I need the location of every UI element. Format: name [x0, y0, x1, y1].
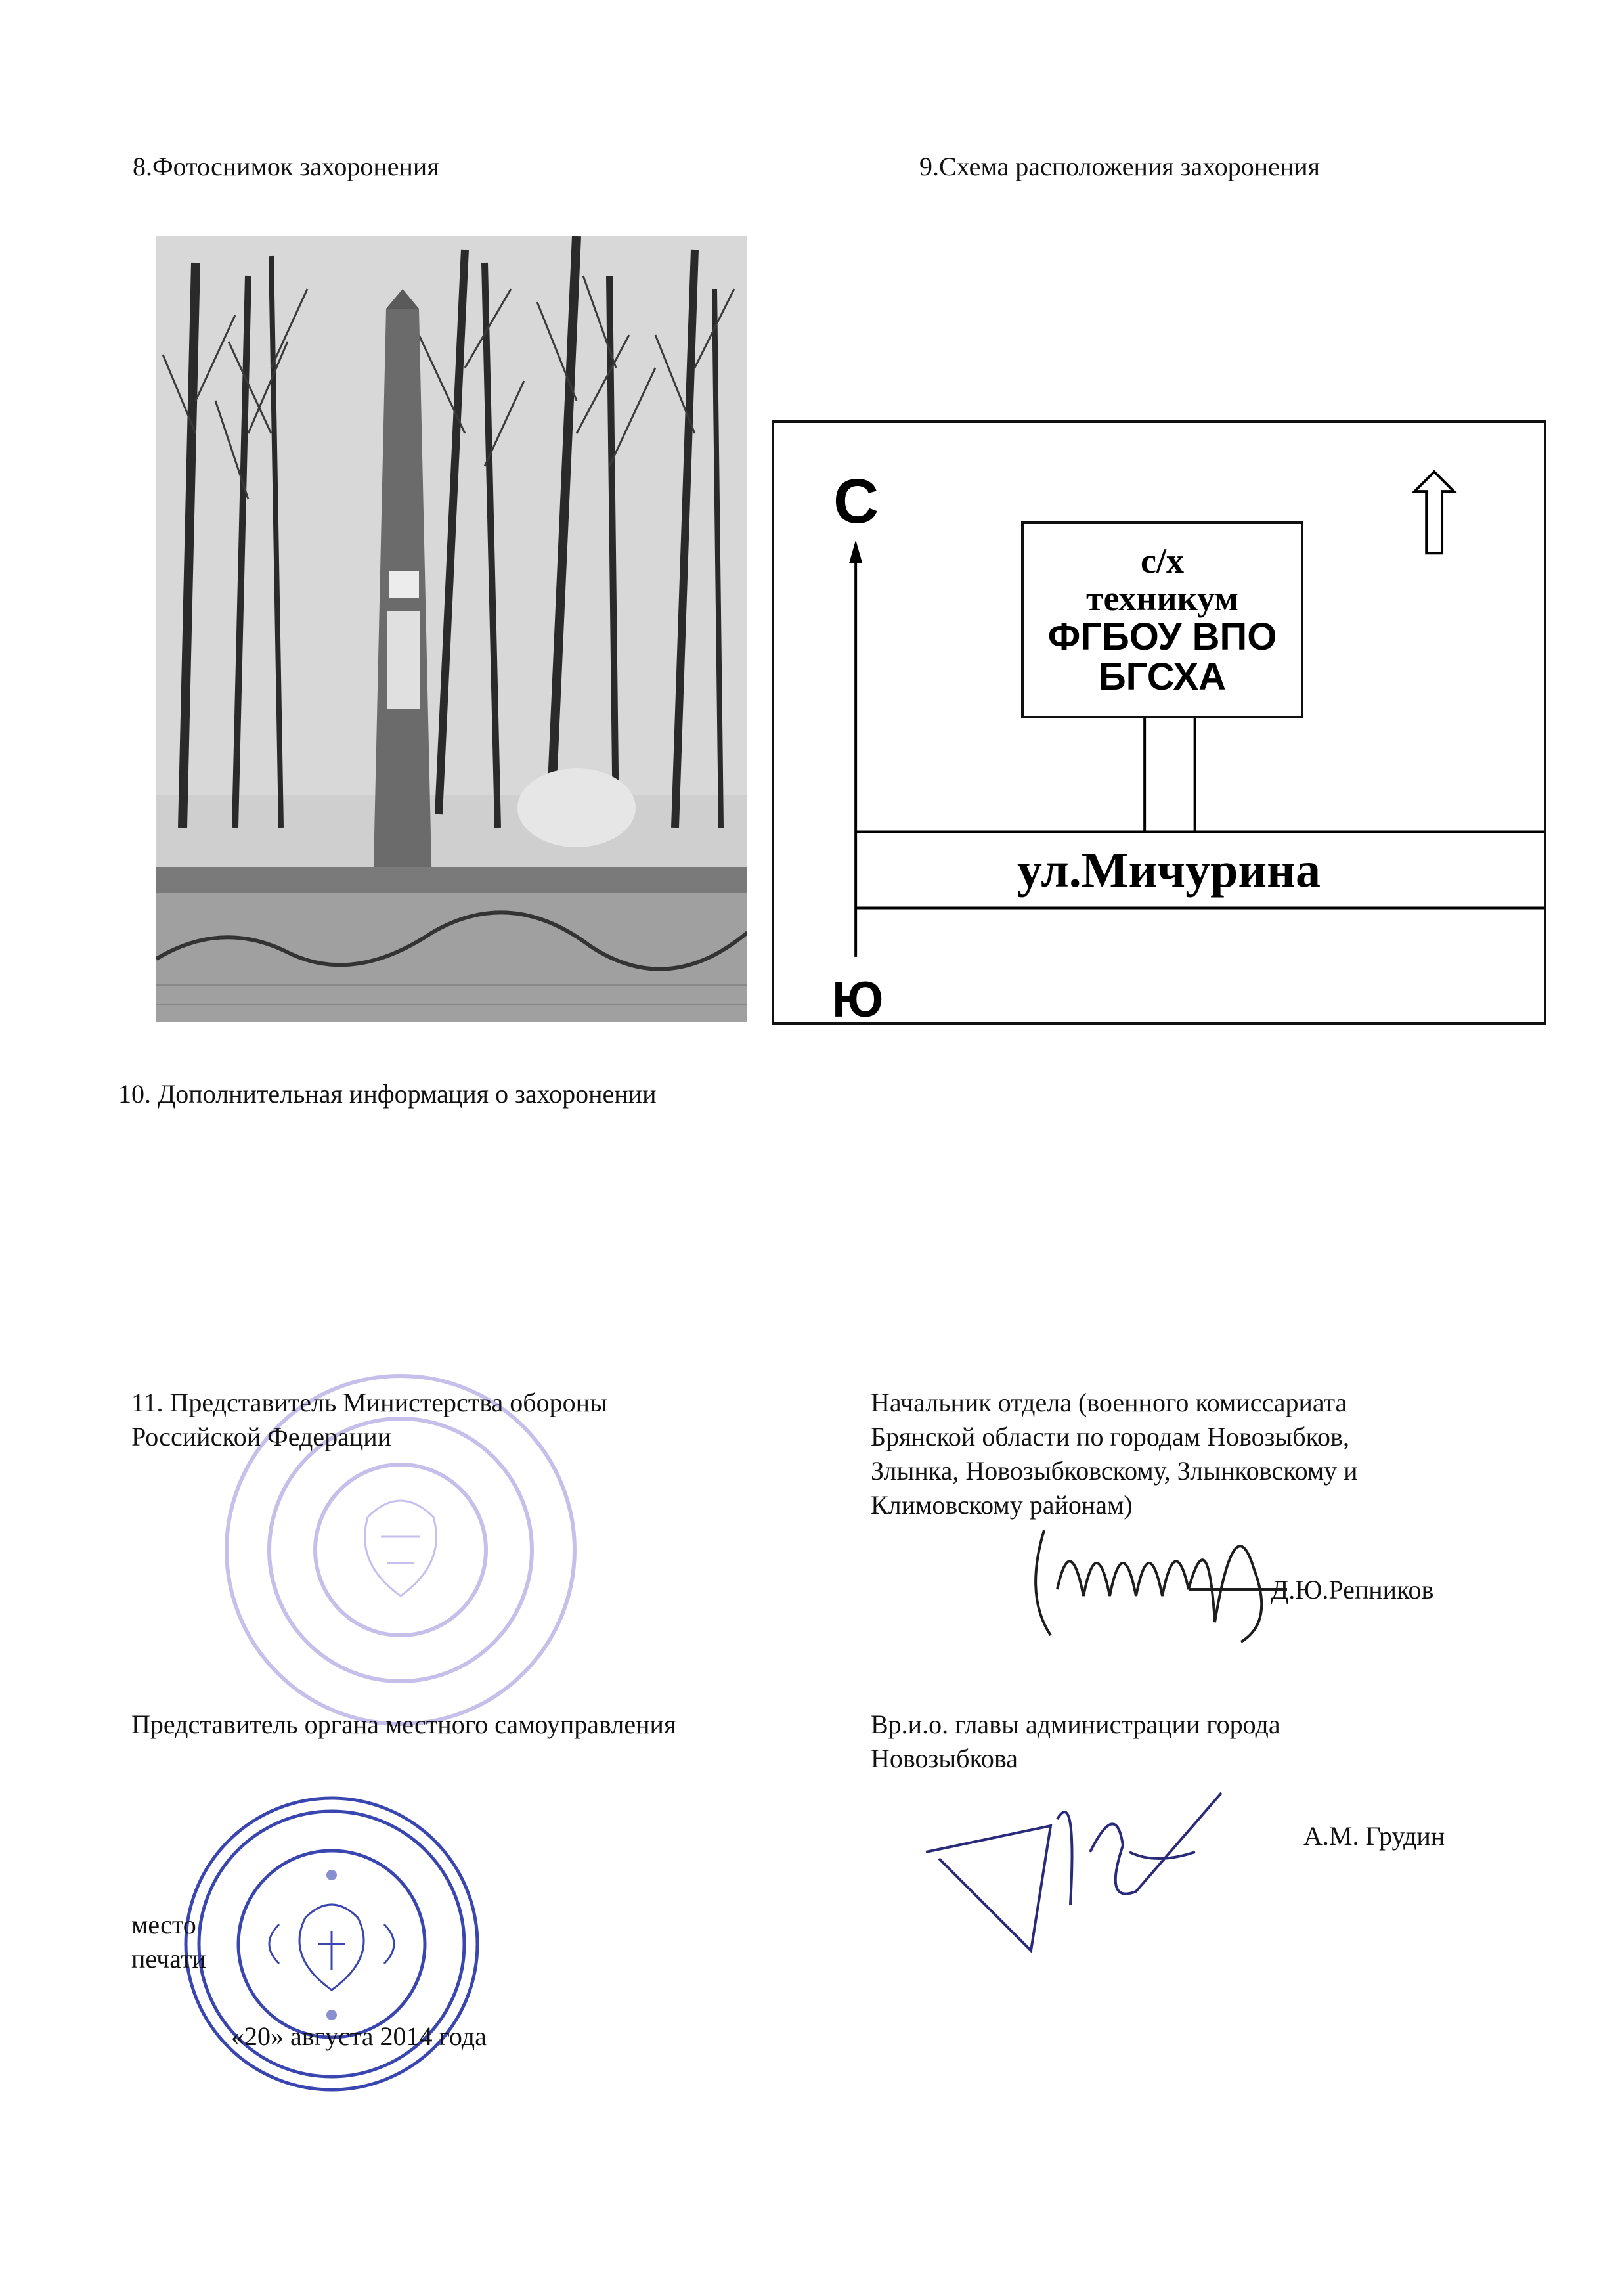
acting-head-signature	[919, 1773, 1261, 1970]
local-representative-title: Представитель органа местного самоуправления	[131, 1710, 676, 1739]
building-line: с/х	[1141, 541, 1184, 581]
burial-photo	[156, 236, 747, 1022]
commissariat-head-name: Д.Ю.Репников	[1271, 1575, 1434, 1604]
mod-representative-line2: Российской Федерации	[131, 1422, 392, 1451]
building-box	[1021, 521, 1303, 718]
stamp-place-line1: место	[131, 1910, 196, 1939]
building-line: техникум	[1085, 579, 1239, 619]
street-label: ул.Мичурина	[1017, 843, 1321, 898]
mod-representative-line1: 11. Представитель Министерства обороны	[131, 1388, 607, 1417]
commissariat-line: Брянской области по городам Новозыбков,	[871, 1422, 1349, 1451]
document-date: «20» августа 2014 года	[231, 2021, 487, 2051]
commissariat-line: Злынка, Новозыбковскому, Злынковскому и	[871, 1456, 1358, 1486]
acting-head-line1: Вр.и.о. главы администрации города	[871, 1710, 1280, 1739]
scheme-section-title: 9.Схема расположения захоронения	[919, 152, 1321, 181]
location-scheme	[772, 420, 1546, 1028]
building-line: ФГБОУ ВПО	[1047, 615, 1277, 658]
building-line: БГСХА	[1098, 655, 1227, 698]
additional-info-title: 10. Дополнительная информация о захоронении	[118, 1079, 657, 1109]
photo-section-title: 8.Фотоснимок захоронения	[133, 152, 439, 181]
acting-head-line2: Новозыбкова	[871, 1744, 1018, 1773]
acting-head-name: А.М. Грудин	[1303, 1821, 1445, 1851]
commissariat-signature	[1018, 1491, 1320, 1648]
south-label: Ю	[832, 972, 884, 1028]
stamp-place-line2: печати	[131, 1944, 206, 1974]
north-label: С	[833, 466, 879, 537]
commissariat-line: Начальник отдела (военного комиссариата	[871, 1388, 1347, 1417]
commissariat-line: Климовскому районам)	[871, 1490, 1133, 1520]
